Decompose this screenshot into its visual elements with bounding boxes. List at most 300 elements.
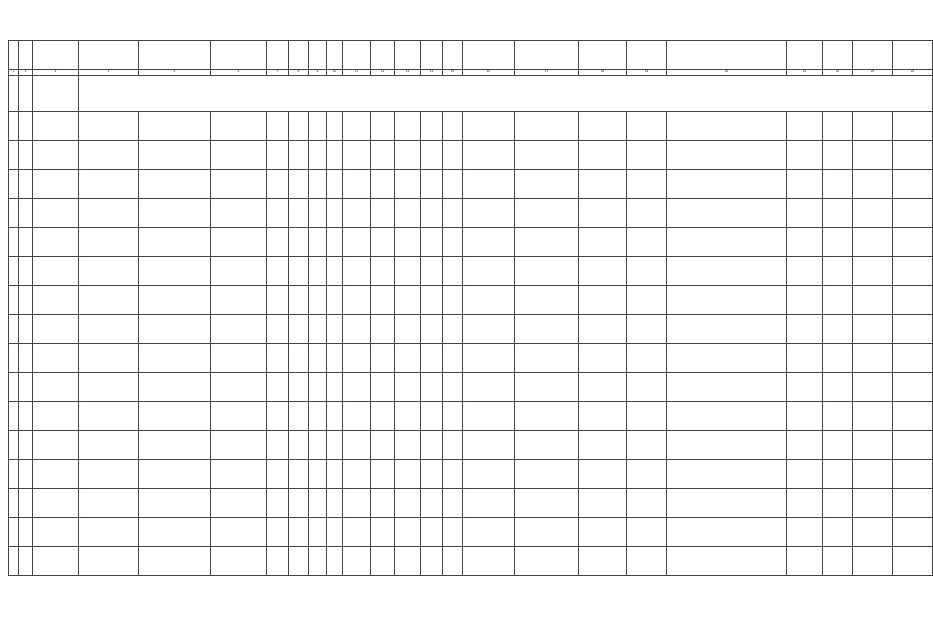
- column-header-11: [343, 41, 371, 70]
- table-cell: ·: [289, 460, 309, 489]
- table-cell: ·: [79, 257, 139, 286]
- table-cell: ·: [19, 286, 33, 315]
- column-number-1: 1: [9, 70, 19, 76]
- table-cell: ·: [853, 257, 893, 286]
- table-cell: ·: [823, 489, 853, 518]
- table-cell: ·: [289, 373, 309, 402]
- table-cell: ·: [79, 141, 139, 170]
- table-row: [9, 518, 933, 547]
- table-cell: ·: [309, 112, 327, 141]
- table-cell: ·: [139, 112, 211, 141]
- table-cell: ·: [823, 286, 853, 315]
- table-cell: ·: [787, 547, 823, 576]
- table-cell: ·: [327, 112, 343, 141]
- table-cell: ·: [211, 112, 267, 141]
- table-cell: ·: [627, 431, 667, 460]
- table-cell: ·: [421, 228, 443, 257]
- table-cell: ·: [139, 518, 211, 547]
- table-cell: ·: [823, 170, 853, 199]
- table-cell: ·: [19, 402, 33, 431]
- column-number-13: 13: [395, 70, 421, 76]
- table-cell: ·: [443, 257, 463, 286]
- table-cell: ·: [853, 228, 893, 257]
- table-cell: ·: [343, 460, 371, 489]
- table-cell: ·: [289, 489, 309, 518]
- column-header-24: [893, 41, 933, 70]
- table-row: [9, 257, 933, 286]
- table-cell: ·: [211, 431, 267, 460]
- table-cell: ·: [443, 518, 463, 547]
- table-cell: ·: [823, 257, 853, 286]
- table-cell: ·: [463, 547, 515, 576]
- table-cell: ·: [267, 431, 289, 460]
- table-cell: ·: [395, 518, 421, 547]
- table-cell: ·: [515, 228, 579, 257]
- table-cell: ·: [343, 344, 371, 373]
- table-cell: ·: [579, 112, 627, 141]
- table-cell: ·: [371, 460, 395, 489]
- table-cell: ·: [343, 112, 371, 141]
- column-number-22: 22: [823, 70, 853, 76]
- table-cell: ·: [627, 170, 667, 199]
- table-cell: ·: [9, 228, 19, 257]
- column-header-6: [211, 41, 267, 70]
- table-cell: ·: [395, 112, 421, 141]
- table-cell: ·: [823, 228, 853, 257]
- table-cell: ·: [667, 170, 787, 199]
- table-cell: ·: [893, 344, 933, 373]
- table-cell: ·: [893, 112, 933, 141]
- table-cell: ·: [327, 489, 343, 518]
- column-header-14: [421, 41, 443, 70]
- table-cell: ·: [443, 228, 463, 257]
- table-cell: ·: [667, 257, 787, 286]
- table-cell: ·: [371, 199, 395, 228]
- table-cell: ·: [515, 402, 579, 431]
- table-cell: ·: [289, 112, 309, 141]
- table-cell: ·: [19, 373, 33, 402]
- column-number-2: 2: [19, 70, 33, 76]
- column-number-14: 14: [421, 70, 443, 76]
- table-cell: ·: [267, 315, 289, 344]
- table-cell: ·: [667, 460, 787, 489]
- table-cell: ·: [787, 228, 823, 257]
- table-cell: ·: [667, 373, 787, 402]
- table-cell: ·: [79, 460, 139, 489]
- table-cell: ·: [139, 489, 211, 518]
- table-cell: ·: [371, 315, 395, 344]
- table-cell: ·: [19, 112, 33, 141]
- table-cell: ·: [309, 431, 327, 460]
- table-cell: ·: [289, 315, 309, 344]
- column-number-19: 19: [627, 70, 667, 76]
- table-cell: ·: [443, 112, 463, 141]
- table-cell: ·: [853, 373, 893, 402]
- table-cell: ·: [421, 373, 443, 402]
- table-cell: ·: [579, 286, 627, 315]
- table-cell: ·: [443, 402, 463, 431]
- table-cell: ·: [343, 141, 371, 170]
- table-cell: ·: [343, 489, 371, 518]
- table-cell: ·: [9, 286, 19, 315]
- table-cell: ·: [327, 518, 343, 547]
- table-cell: ·: [421, 460, 443, 489]
- table-cell: ·: [395, 286, 421, 315]
- table-cell: ·: [579, 199, 627, 228]
- table-cell: ·: [139, 460, 211, 489]
- table-cell: ·: [309, 228, 327, 257]
- table-cell: ·: [893, 489, 933, 518]
- table-cell: ·: [79, 431, 139, 460]
- table-cell: ·: [139, 170, 211, 199]
- table-cell: ·: [19, 489, 33, 518]
- table-cell: ·: [421, 286, 443, 315]
- table-cell: ·: [327, 141, 343, 170]
- table-cell: ·: [463, 518, 515, 547]
- table-cell: ·: [853, 141, 893, 170]
- table-cell: ·: [787, 460, 823, 489]
- table-cell: ·: [579, 257, 627, 286]
- column-header-23: [853, 41, 893, 70]
- header-row: [9, 41, 933, 70]
- table-cell: ·: [371, 257, 395, 286]
- column-header-1: [9, 41, 19, 70]
- table-cell: ·: [787, 286, 823, 315]
- table-cell: ·: [893, 141, 933, 170]
- table-cell: ·: [289, 286, 309, 315]
- table-cell: ·: [893, 373, 933, 402]
- table-cell: ·: [627, 344, 667, 373]
- table-cell: ·: [893, 228, 933, 257]
- table-cell: ·: [627, 112, 667, 141]
- table-cell: ·: [893, 199, 933, 228]
- table-cell: ·: [79, 199, 139, 228]
- table-cell: ·: [79, 315, 139, 344]
- table-cell: ·: [289, 518, 309, 547]
- table-cell: ·: [267, 199, 289, 228]
- table-cell: ·: [211, 373, 267, 402]
- table-cell: ·: [371, 344, 395, 373]
- table-cell: ·: [79, 518, 139, 547]
- table-row: [9, 547, 933, 576]
- table-cell: ·: [395, 170, 421, 199]
- table-cell: ·: [463, 344, 515, 373]
- table-cell: ·: [853, 199, 893, 228]
- table-cell: ·: [343, 170, 371, 199]
- table-cell: ·: [267, 547, 289, 576]
- table-cell: ·: [211, 257, 267, 286]
- table-cell: ·: [343, 373, 371, 402]
- table-cell: ·: [421, 431, 443, 460]
- table-cell: ·: [395, 460, 421, 489]
- table-cell: ·: [443, 460, 463, 489]
- table-cell: ·: [627, 199, 667, 228]
- table-cell: ·: [627, 228, 667, 257]
- table-cell: ·: [667, 431, 787, 460]
- column-number-18: 18: [579, 70, 627, 76]
- table-cell: ·: [627, 402, 667, 431]
- table-cell: ·: [579, 373, 627, 402]
- table-cell: ·: [443, 286, 463, 315]
- table-cell: ·: [787, 402, 823, 431]
- column-number-10: 10: [327, 70, 343, 76]
- column-number-5: 5: [139, 70, 211, 76]
- table-cell: ·: [309, 257, 327, 286]
- table-cell: ·: [579, 402, 627, 431]
- table-cell: ·: [79, 547, 139, 576]
- table-cell: ·: [443, 315, 463, 344]
- table-cell: ·: [893, 170, 933, 199]
- table-cell: ·: [371, 402, 395, 431]
- table-cell: ·: [627, 141, 667, 170]
- table-cell: ·: [267, 257, 289, 286]
- table-cell: ·: [667, 112, 787, 141]
- table-cell: ·: [463, 112, 515, 141]
- table-cell: ·: [79, 228, 139, 257]
- table-cell: ·: [893, 431, 933, 460]
- table-cell: ·: [9, 112, 19, 141]
- table-cell: ·: [19, 141, 33, 170]
- table-cell: ·: [893, 460, 933, 489]
- column-number-12: 12: [371, 70, 395, 76]
- table-cell: ·: [421, 344, 443, 373]
- table-cell: ·: [515, 257, 579, 286]
- table-cell: ·: [823, 199, 853, 228]
- table-cell: ·: [395, 547, 421, 576]
- table-cell: ·: [395, 199, 421, 228]
- table-row: [9, 315, 933, 344]
- table-cell: ·: [667, 344, 787, 373]
- table-cell: ·: [309, 199, 327, 228]
- table-cell: ·: [33, 547, 79, 576]
- table-cell: ·: [395, 489, 421, 518]
- table-cell: ·: [343, 431, 371, 460]
- table-cell: ·: [463, 315, 515, 344]
- table-cell: ·: [371, 141, 395, 170]
- table-cell: ·: [627, 460, 667, 489]
- column-number-15: 15: [443, 70, 463, 76]
- table-cell: ·: [211, 344, 267, 373]
- table-cell: ·: [463, 199, 515, 228]
- table-cell: ·: [443, 170, 463, 199]
- table-cell: ·: [309, 373, 327, 402]
- table-cell: ·: [139, 547, 211, 576]
- table-row: [9, 431, 933, 460]
- table-cell: ·: [893, 315, 933, 344]
- table-cell: ·: [421, 489, 443, 518]
- table-cell: ·: [463, 228, 515, 257]
- table-cell: ·: [19, 460, 33, 489]
- table-cell: ·: [139, 257, 211, 286]
- table-cell: ·: [463, 460, 515, 489]
- table-cell: ·: [515, 141, 579, 170]
- table-cell: ·: [289, 141, 309, 170]
- table-cell: ·: [579, 141, 627, 170]
- table-cell: ·: [667, 315, 787, 344]
- table-cell: ·: [343, 257, 371, 286]
- table-cell: ·: [33, 286, 79, 315]
- table-cell: ·: [211, 286, 267, 315]
- table-cell: ·: [289, 344, 309, 373]
- table-cell: ·: [19, 344, 33, 373]
- table-cell: ·: [267, 344, 289, 373]
- table-cell: ·: [463, 402, 515, 431]
- table-cell: ·: [667, 141, 787, 170]
- table-cell: ·: [787, 112, 823, 141]
- table-cell: ·: [823, 373, 853, 402]
- table-cell: ·: [9, 170, 19, 199]
- column-header-19: [627, 41, 667, 70]
- table-row: [9, 170, 933, 199]
- registry-table-sheet: [8, 40, 915, 580]
- table-cell: ·: [421, 199, 443, 228]
- column-number-16: 16: [463, 70, 515, 76]
- table-cell: ·: [33, 141, 79, 170]
- table-cell: ·: [9, 547, 19, 576]
- table-cell: ·: [19, 228, 33, 257]
- table-cell: ·: [267, 373, 289, 402]
- table-cell: ·: [139, 373, 211, 402]
- table-cell: ·: [327, 344, 343, 373]
- column-number-4: 4: [79, 70, 139, 76]
- table-cell: ·: [667, 199, 787, 228]
- table-cell: ·: [463, 286, 515, 315]
- table-cell: ·: [19, 257, 33, 286]
- table-cell: ·: [395, 228, 421, 257]
- table-cell: ·: [327, 257, 343, 286]
- table-cell: ·: [667, 547, 787, 576]
- table-cell: ·: [463, 489, 515, 518]
- table-cell: ·: [371, 373, 395, 402]
- column-number-6: 6: [211, 70, 267, 76]
- table-cell: ·: [371, 547, 395, 576]
- column-header-3: [33, 41, 79, 70]
- table-cell: ·: [421, 170, 443, 199]
- table-cell: ·: [9, 431, 19, 460]
- table-cell: ·: [443, 431, 463, 460]
- table-cell: ·: [289, 257, 309, 286]
- column-number-24: 24: [893, 70, 933, 76]
- table-cell: ·: [309, 518, 327, 547]
- table-cell: ·: [421, 257, 443, 286]
- table-cell: ·: [371, 170, 395, 199]
- table-cell: ·: [421, 112, 443, 141]
- table-cell: ·: [327, 170, 343, 199]
- column-number-8: 8: [289, 70, 309, 76]
- table-cell: ·: [9, 199, 19, 228]
- table-row: [9, 141, 933, 170]
- table-cell: ·: [267, 489, 289, 518]
- table-cell: ·: [853, 344, 893, 373]
- table-cell: ·: [823, 518, 853, 547]
- column-header-8: [289, 41, 309, 70]
- table-cell: ·: [211, 141, 267, 170]
- table-cell: ·: [395, 373, 421, 402]
- table-cell: ·: [823, 460, 853, 489]
- table-cell: ·: [421, 518, 443, 547]
- table-cell: ·: [667, 286, 787, 315]
- table-cell: ·: [515, 199, 579, 228]
- table-cell: ·: [515, 431, 579, 460]
- column-number-17: 17: [515, 70, 579, 76]
- column-header-7: [267, 41, 289, 70]
- table-cell: ·: [823, 402, 853, 431]
- table-cell: ·: [327, 315, 343, 344]
- table-cell: ·: [667, 518, 787, 547]
- table-cell: ·: [395, 257, 421, 286]
- table-cell: ·: [515, 518, 579, 547]
- table-cell: ·: [787, 518, 823, 547]
- table-cell: ·: [309, 141, 327, 170]
- table-cell: ·: [443, 344, 463, 373]
- table-cell: ·: [787, 489, 823, 518]
- table-cell: ·: [267, 402, 289, 431]
- table-cell: ·: [19, 199, 33, 228]
- table-cell: ·: [9, 460, 19, 489]
- column-header-2: [19, 41, 33, 70]
- table-cell: ·: [787, 344, 823, 373]
- table-row: [9, 489, 933, 518]
- table-cell: ·: [33, 228, 79, 257]
- table-cell: ·: [787, 199, 823, 228]
- table-cell: ·: [823, 112, 853, 141]
- table-cell: ·: [33, 199, 79, 228]
- table-cell: ·: [443, 489, 463, 518]
- registry-table: [8, 40, 933, 576]
- column-number-11: 11: [343, 70, 371, 76]
- table-cell: ·: [371, 431, 395, 460]
- table-cell: ·: [33, 489, 79, 518]
- table-cell: ·: [289, 431, 309, 460]
- table-cell: ·: [371, 286, 395, 315]
- table-cell: ·: [579, 547, 627, 576]
- table-cell: ·: [463, 141, 515, 170]
- table-cell: ·: [515, 315, 579, 344]
- column-header-16: [463, 41, 515, 70]
- column-header-17: [515, 41, 579, 70]
- table-cell: ·: [267, 518, 289, 547]
- table-cell: ·: [211, 518, 267, 547]
- table-cell: ·: [139, 228, 211, 257]
- table-cell: ·: [33, 170, 79, 199]
- table-cell: ·: [443, 141, 463, 170]
- table-cell: ·: [19, 170, 33, 199]
- table-cell: ·: [343, 402, 371, 431]
- column-header-18: [579, 41, 627, 70]
- table-cell: ·: [823, 315, 853, 344]
- table-cell: ·: [853, 547, 893, 576]
- table-cell: ·: [289, 547, 309, 576]
- table-cell: ·: [267, 460, 289, 489]
- section-row: [9, 76, 933, 112]
- table-cell: ·: [463, 373, 515, 402]
- table-cell: ·: [579, 315, 627, 344]
- column-header-22: [823, 41, 853, 70]
- table-cell: ·: [267, 141, 289, 170]
- table-cell: ·: [853, 286, 893, 315]
- table-cell: ·: [853, 460, 893, 489]
- table-cell: ·: [33, 373, 79, 402]
- table-cell: ·: [395, 344, 421, 373]
- table-cell: ·: [627, 373, 667, 402]
- table-cell: ·: [515, 373, 579, 402]
- table-cell: ·: [289, 228, 309, 257]
- table-cell: ·: [893, 547, 933, 576]
- table-cell: ·: [267, 228, 289, 257]
- table-cell: ·: [289, 170, 309, 199]
- table-cell: ·: [853, 112, 893, 141]
- table-cell: ·: [515, 460, 579, 489]
